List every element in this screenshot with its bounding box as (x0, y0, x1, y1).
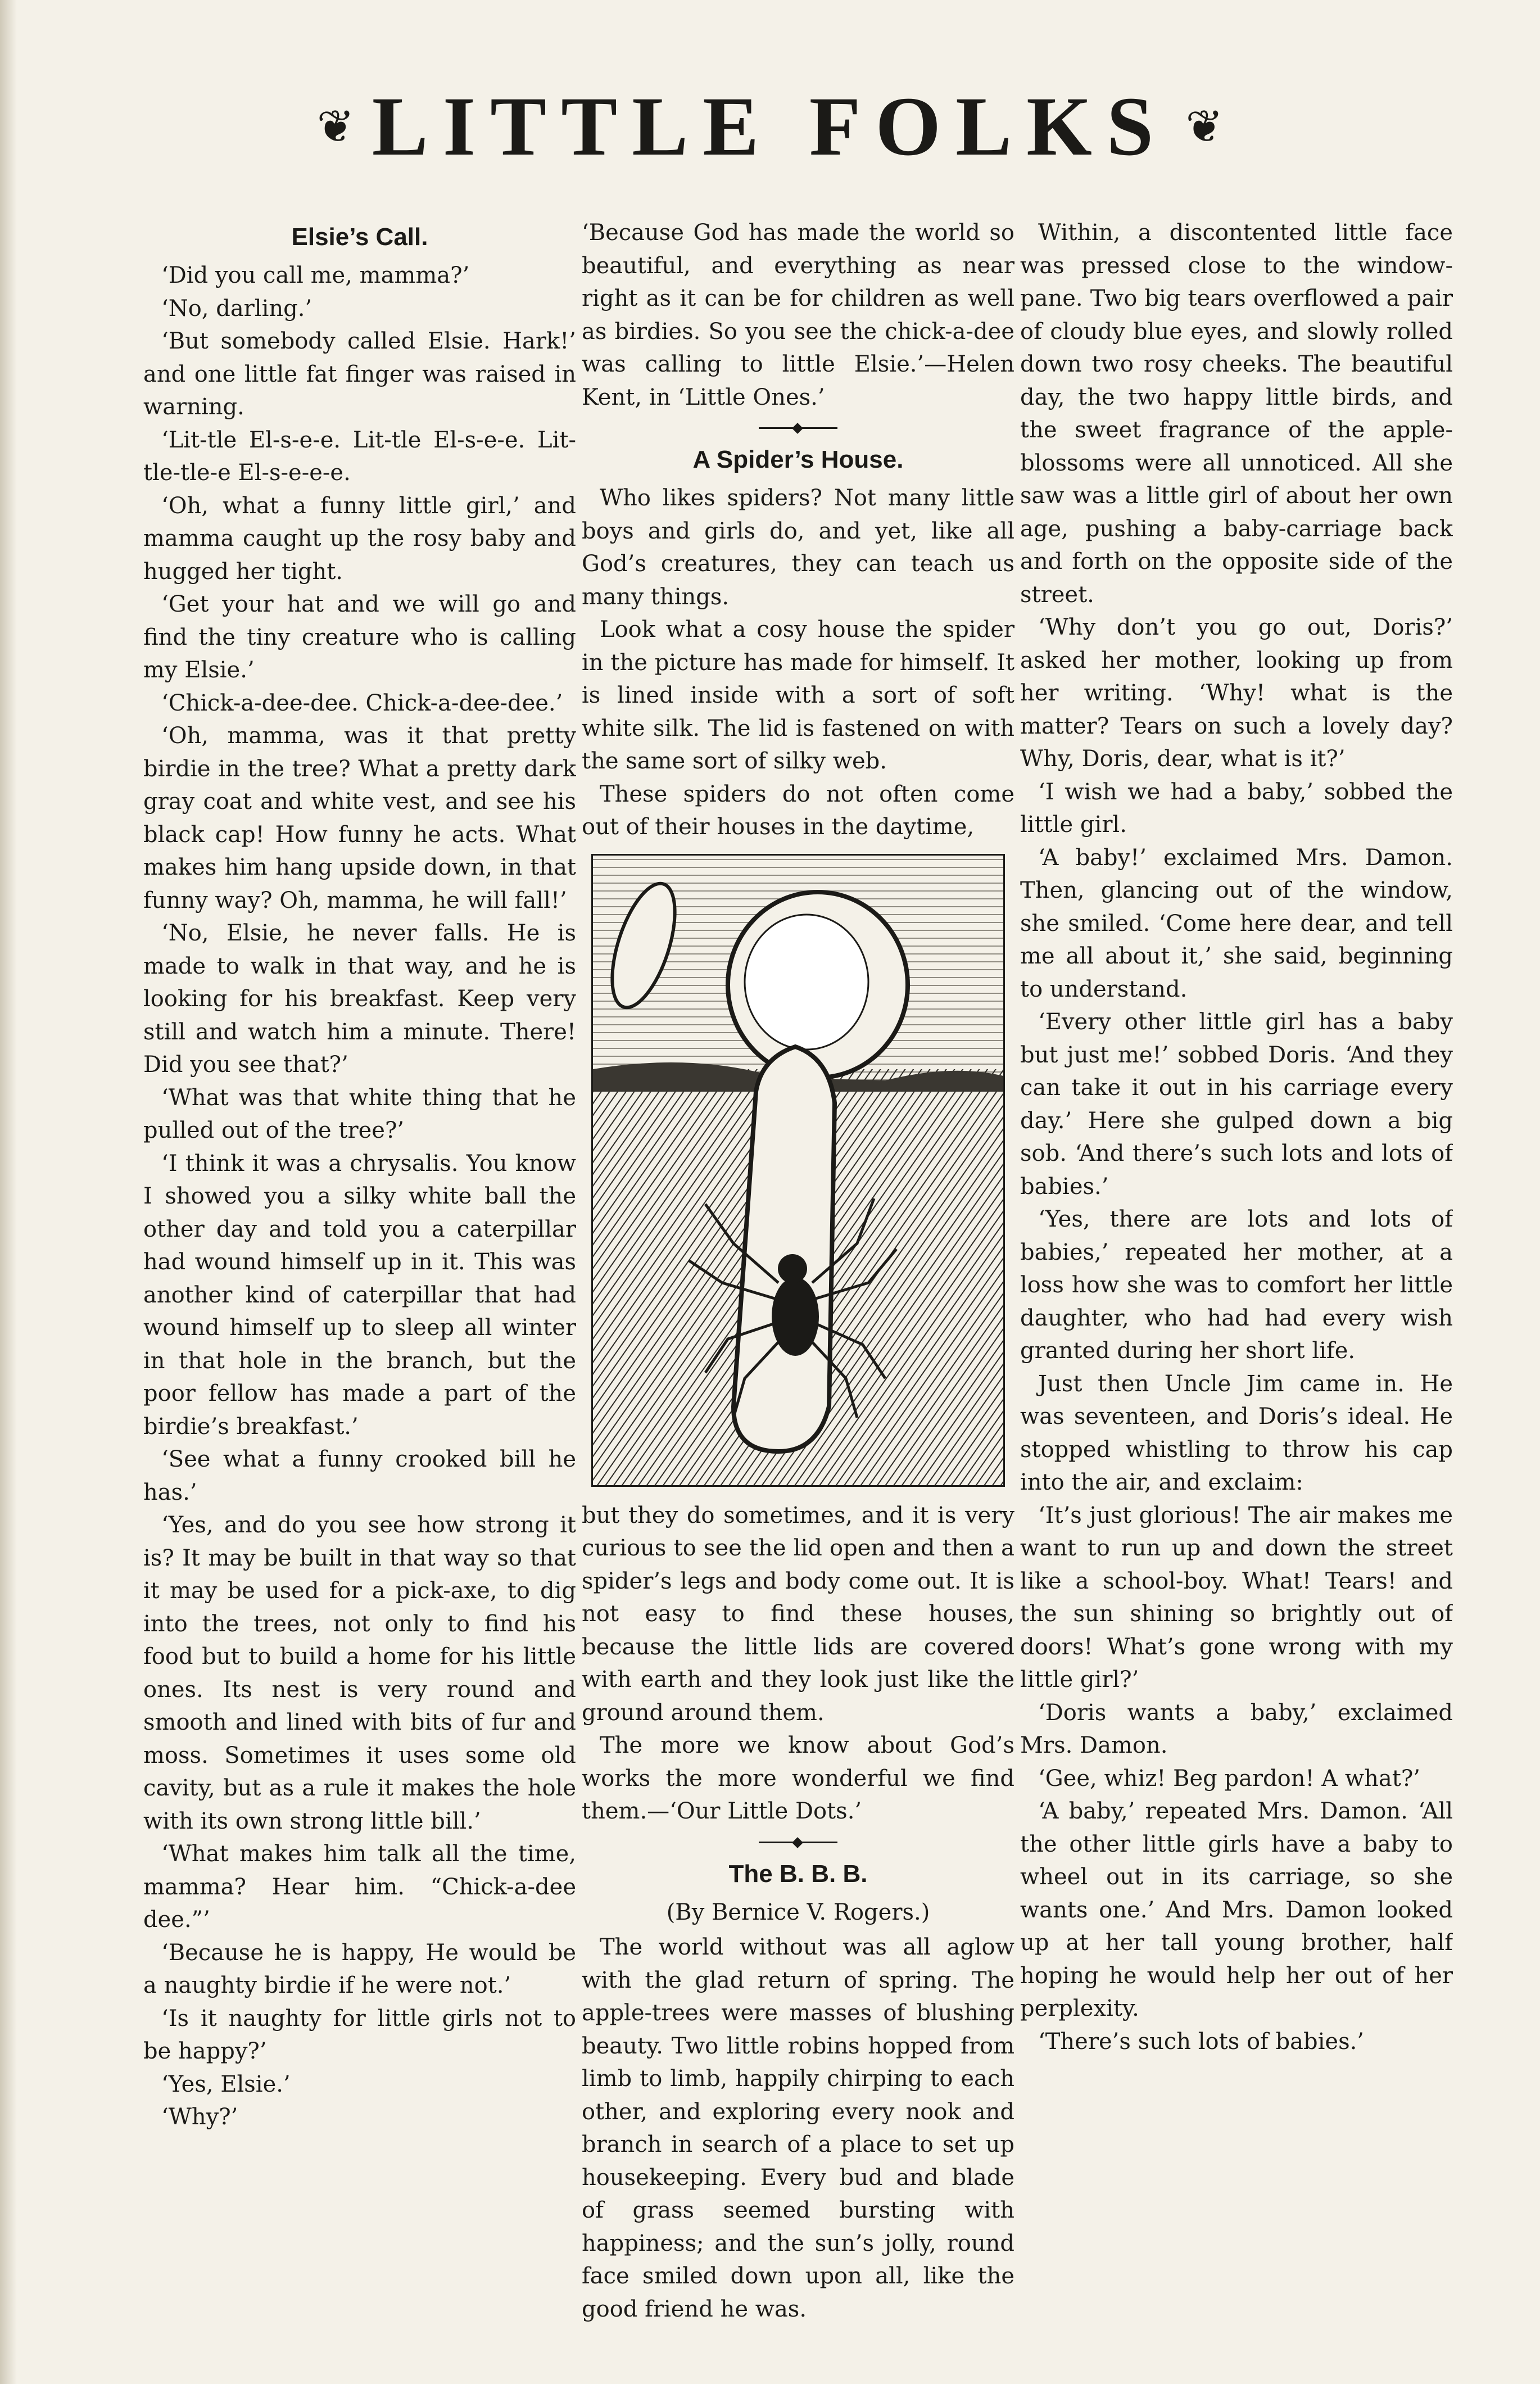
divider (759, 1842, 837, 1843)
story-paragraph: ‘No, Elsie, he never falls. He is made to walk in that way, and he is looking for his breakfast. Keep very still and watch him a minute. There! Did you see that?’ (143, 920, 576, 1078)
masthead (0, 80, 1540, 173)
story-paragraph: ‘I wish we had a baby,’ sobbed the little girl. (1020, 779, 1453, 838)
story-body-continued (582, 1499, 1014, 1828)
story-paragraph: ‘What makes him talk all the time, mamma? Hear him. “Chick-a-dee dee.”’ (143, 1841, 576, 1933)
story-paragraph: ‘Yes, and do you see how strong it is? It may be built in that way so that it may be used for a pick-axe, to dig into the trees, not only to find his food but to build a home for his little ones. Its nest is very round and smooth and lined with bits of fur and moss. Sometimes it uses some old cavity, but as a rule it makes the hole with its own strong little bill.’ (143, 1512, 576, 1834)
story-paragraph: ‘Every other little girl has a baby but just me!’ sobbed Doris. ‘And they can take it out in his carriage every day.’ Here she gulped down a big sob. ‘And there’s such lots and lots of babies.’ (1020, 1009, 1453, 1200)
story-paragraph: ‘Is it naughty for little girls not to be happy?’ (143, 2005, 576, 2064)
column-1 (143, 216, 576, 2353)
story-body (143, 259, 576, 2134)
page-edge (0, 0, 17, 2384)
story-paragraph: ‘Yes, Elsie.’ (161, 2071, 291, 2097)
spider-body-icon (772, 1277, 819, 1356)
story-body (582, 1931, 1014, 2326)
column-2 (582, 216, 1014, 2353)
spider-head-icon (778, 1254, 807, 1283)
story-paragraph: ‘Because God has made the world so beautiful, and everything as near right as it can be for children as well as birdies. So you see the chick-a-dee was calling to little Elsie.’—Helen Kent, in ‘Little Ones.’ (582, 220, 1014, 410)
column-3 (1020, 216, 1453, 2353)
story-paragraph: ‘Because he is happy, He would be a naughty birdie if he were not.’ (143, 1939, 576, 1998)
story-paragraph: ‘There’s such lots of babies.’ (1038, 2028, 1365, 2055)
story-bbb (582, 1858, 1014, 2326)
story-paragraph: Who likes spiders? Not many little boys and girls do, and yet, like all God’s creatures, they can teach us many things. (582, 485, 1014, 610)
story-paragraph: The more we know about God’s works the more wonderful we find them.—‘Our Little Dots.’ (582, 1732, 1014, 1824)
story-body (582, 482, 1014, 844)
lid-highlight (745, 915, 868, 1049)
story-paragraph: ‘No, darling.’ (161, 295, 312, 322)
story-elsie (143, 221, 576, 2134)
story-paragraph: ‘Gee, whiz! Beg pardon! A what?’ (1038, 1765, 1420, 1792)
right-ornament-icon: ❦ (1185, 100, 1224, 153)
story-paragraph: ‘Get your hat and we will go and find the tiny creature who is calling my Elsie.’ (143, 591, 576, 683)
story-paragraph: ‘A baby,’ repeated Mrs. Damon. ‘All the other little girls have a baby to wheel out in its carriage, so she wants one.’ And Mrs. Damon looked up at her tall young brother, half hoping he would help her out of her perplexity. (1020, 1798, 1453, 2021)
story-paragraph: ‘See what a funny crooked bill he has.’ (143, 1446, 576, 1505)
story-paragraph: ‘Doris wants a baby,’ exclaimed Mrs. Damon. (1020, 1699, 1453, 1758)
story-paragraph: ‘Oh, mamma, was it that pretty birdie in the tree? What a pretty dark gray coat and white vest, and see his black cap! How funny he acts. What makes him hang upside down, in that funny way? Oh, mamma, he will fall!’ (143, 723, 576, 913)
story-byline: (By Bernice V. Rogers.) (666, 1899, 930, 1925)
story-continuation (582, 216, 1014, 414)
story-paragraph: ‘But somebody called Elsie. Hark!’ and one little fat finger was raised in warning. (143, 328, 576, 420)
story-spider (582, 444, 1014, 1828)
page-title: LITTLE FOLKS (372, 80, 1168, 173)
story-title: The B. B. B. (728, 1860, 868, 1888)
story-paragraph: ‘Lit-tle El-s-e-e. Lit-tle El-s-e-e. Lit-tle-tle-e El-s-e-e-e. (143, 427, 576, 486)
story-paragraph: ‘What was that white thing that he pulled out of the tree?’ (143, 1084, 576, 1143)
story-paragraph: ‘Why?’ (161, 2104, 238, 2130)
story-paragraph: ‘Chick-a-dee-dee. Chick-a-dee-dee.’ (161, 690, 563, 716)
left-ornament-icon: ❦ (316, 100, 355, 153)
story-paragraph: The world without was all aglow with the glad return of spring. The apple-trees were masses of blushing beauty. Two little robins hopped from limb to limb, happily chirping to each other, and exploring every nook and branch in search of a place to set up housekeeping. Every bud and blade of grass seemed bursting with happiness; and the sun’s jolly, round face smiled down upon all, like the good friend he was. (582, 1934, 1014, 2322)
story-paragraph: Look what a cosy house the spider in the picture has made for himself. It is lined inside with a sort of soft white silk. The lid is fastened on with the same sort of silky web. (582, 617, 1014, 774)
divider (759, 427, 837, 429)
story-paragraph: These spiders do not often come out of their houses in the daytime, (582, 781, 1014, 840)
story-paragraph: ‘A baby!’ exclaimed Mrs. Damon. Then, glancing out of the window, she smiled. ‘Come here dear, and tell me all about it,’ she said, beginning to understand. (1020, 844, 1453, 1002)
story-paragraph: ‘Oh, what a funny little girl,’ and mamma caught up the rosy baby and hugged her tight. (143, 492, 576, 585)
story-continuation (1020, 216, 1453, 2058)
spider-burrow-illustration (591, 854, 1005, 1487)
story-paragraph: Within, a discontented little face was pressed close to the window-pane. Two big tears overflowed a pair of cloudy blue eyes, and slowly rolled down two rosy cheeks. The beautiful day, the two happy little birds, and the sweet fragrance of the apple-blossoms were all unnoticed. All she saw was a little girl of about her own age, pushing a baby-carriage back and forth on the opposite side of the street. (1020, 220, 1453, 608)
story-paragraph: Just then Uncle Jim came in. He was seventeen, and Doris’s ideal. He stopped whistling to throw his cap into the air, and exclaim: (1020, 1370, 1453, 1495)
story-paragraph: ‘Why don’t you go out, Doris?’ asked her mother, looking up from her writing. ‘Why! what is the matter? Tears on such a lovely day? Why, Doris, dear, what is it?’ (1020, 614, 1453, 772)
story-paragraph: ‘It’s just glorious! The air makes me want to run up and down the street like a school-boy. What! Tears! and the sun shining so brightly out of doors! What’s gone wrong with my little girl?’ (1020, 1502, 1453, 1693)
story-title: A Spider’s House. (692, 446, 904, 473)
story-paragraph: ‘Did you call me, mamma?’ (161, 263, 470, 288)
story-paragraph: ‘I think it was a chrysalis. You know I showed you a silky white ball the other day and told you a caterpillar had wound himself up in it. This was another kind of caterpillar that had wound himself up to sleep all winter in that hole in the branch, but the poor fellow has made a part of the birdie’s breakfast.’ (143, 1150, 576, 1440)
story-title: Elsie’s Call. (291, 223, 428, 251)
story-paragraph: ‘Yes, there are lots and lots of babies,’ repeated her mother, at a loss how she was to comfort her little daughter, who had had every wish granted during her short life. (1020, 1206, 1453, 1364)
story-paragraph: but they do sometimes, and it is very curious to see the lid open and then a spider’s legs and body come out. It is not easy to find these houses, because the little lids are covered with earth and they look just like the ground around them. (582, 1502, 1014, 1726)
